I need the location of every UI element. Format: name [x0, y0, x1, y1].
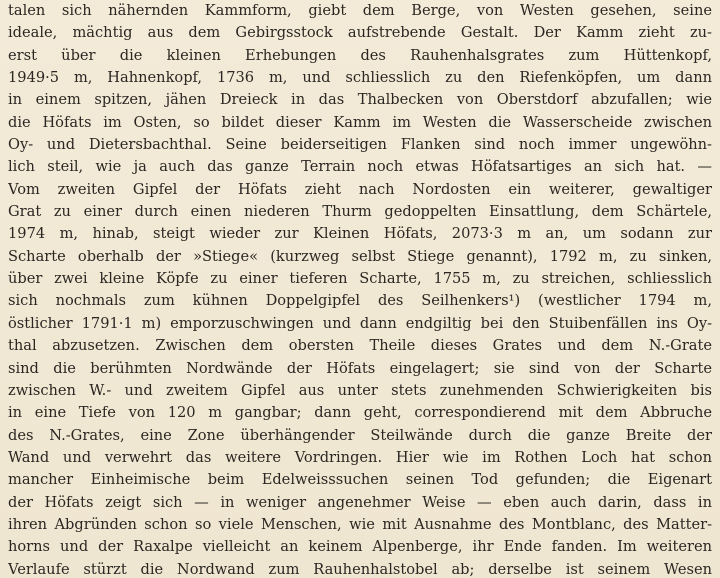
text-line: in einem spitzen, jähen Dreieck in das Thalbecken von Oberstdorf abzufallen; wie	[8, 91, 712, 109]
text-line: sind die berühmten Nordwände der Höfats eingelagert; sie sind von der Scharte	[8, 359, 712, 377]
body-paragraph	[8, 0, 712, 578]
text-line: über zwei kleine Köpfe zu einer tieferen Scharte, 1755 m, zu streichen, schliesslich	[8, 270, 712, 288]
text-line: Grat zu einer durch einen niederen Thurm gedoppelten Einsattlung, dem Schärtele,	[8, 203, 712, 221]
text-line: zwischen W.- und zweitem Gipfel aus unter stets zunehmenden Schwierigkeiten bis	[8, 381, 712, 399]
text-line: Verlaufe stürzt die Nordwand zum Rauhenhalstobel ab; derselbe ist seinem Wesen	[8, 560, 712, 578]
text-line: Scharte oberhalb der »Stiege« (kurzweg selbst Stiege genannt), 1792 m, zu sinken,	[8, 247, 712, 265]
text-line: ideale, mächtig aus dem Gebirgsstock aufstrebende Gestalt. Der Kamm zieht zu-	[8, 24, 712, 42]
text-line: ihren Abgründen schon so viele Menschen, wie mit Ausnahme des Montblanc, des Matter-	[8, 515, 712, 533]
text-line: erst über die kleinen Erhebungen des Rauhenhalsgrates zum Hüttenkopf,	[8, 46, 712, 64]
text-line: die Höfats im Osten, so bildet dieser Kamm im Westen die Wasserscheide zwischen	[8, 113, 712, 131]
text-line: Oy- und Dietersbachthal. Seine beiderseitigen Flanken sind noch immer ungewöhn-	[8, 136, 712, 154]
text-line: östlicher 1791·1 m) emporzuschwingen und dann endgiltig bei den Stuibenfällen ins Oy-	[8, 314, 712, 332]
text-line: 1949·5 m, Hahnenkopf, 1736 m, und schliesslich zu den Riefenköpfen, um dann	[8, 69, 712, 87]
text-line: 1974 m, hinab, steigt wieder zur Kleinen Höfats, 2073·3 m an, um sodann zur	[8, 225, 712, 243]
text-line: lich steil, wie ja auch das ganze Terrain noch etwas Höfatsartiges an sich hat. —	[8, 158, 712, 176]
text-line: talen sich nähernden Kammform, giebt dem Berge, von Westen gesehen, seine	[8, 2, 712, 19]
text-line: horns und der Raxalpe vielleicht an keinem Alpenberge, ihr Ende fanden. Im weiteren	[8, 538, 712, 556]
text-line: sich nochmals zum kühnen Doppelgipfel des Seilhenkers¹) (westlicher 1794 m,	[8, 292, 712, 310]
text-line: der Höfats zeigt sich — in weniger angenehmer Weise — eben auch darin, dass in	[8, 493, 712, 511]
text-line: mancher Einheimische beim Edelweisssuchen seinen Tod gefunden; die Eigenart	[8, 471, 712, 489]
text-line: in eine Tiefe von 120 m gangbar; dann geht, correspondierend mit dem Abbruche	[8, 404, 712, 422]
text-line: des N.-Grates, eine Zone überhängender Steilwände durch die ganze Breite der	[8, 426, 712, 444]
text-line: thal abzusetzen. Zwischen dem obersten Theile dieses Grates und dem N.-Grate	[8, 337, 712, 355]
text-line: Wand und verwehrt das weitere Vordringen. Hier wie im Rothen Loch hat schon	[8, 448, 712, 466]
text-line: Vom zweiten Gipfel der Höfats zieht nach Nordosten ein weiterer, gewaltiger	[8, 180, 712, 198]
